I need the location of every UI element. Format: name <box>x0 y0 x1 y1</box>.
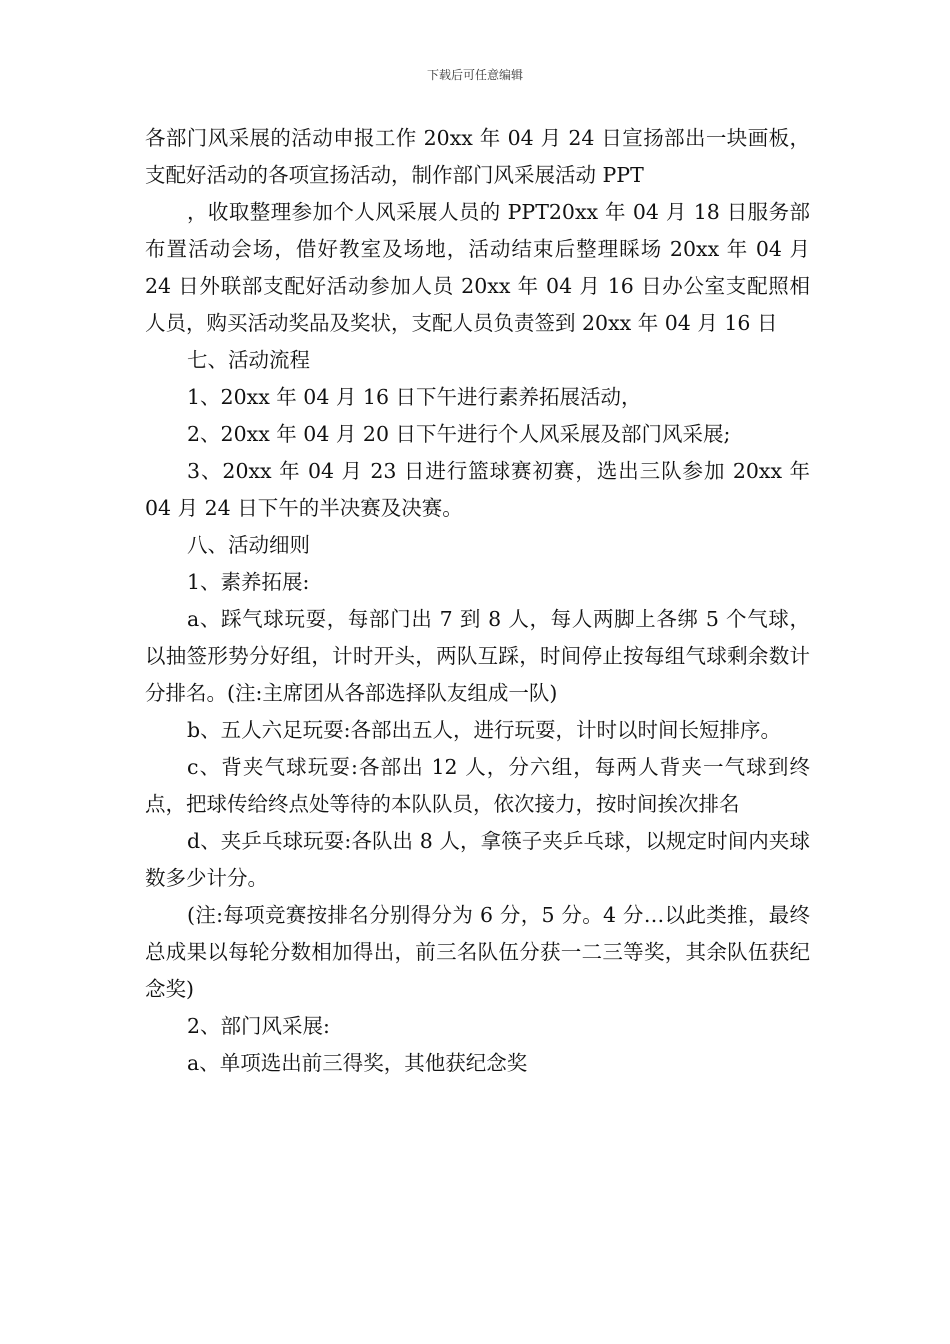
rule-item-c-back-balloon-relay: c、背夹气球玩耍:各部出 12 人，分六组，每两人背夹一气球到终点，把球传给终点处等待的本队队员，依次接力，按时间挨次排名 <box>145 755 810 816</box>
showcase-item-a: a、单项选出前三得奖，其他获纪念奖 <box>187 1051 528 1075</box>
section-heading-activity-rules: 八、活动细则 <box>187 533 310 557</box>
paragraph-event-preparation-2: ，收取整理参加个人风采展人员的 PPT20xx 年 04 月 18 日服务部布置活动会场，借好教室及场地，活动结束后整理睬场 20xx 年 04 月 24 日外联部支配好活动参加人员 20xx 年 04 月 16 日办公室支配照相人员，购买活动奖品及奖状，支配人员负责签到 20xx 年 04 月 16 日 <box>145 200 810 335</box>
process-item-3: 3、20xx 年 04 月 23 日进行篮球赛初赛，选出三队参加 20xx 年 04 月 24 日下午的半决赛及决赛。 <box>145 459 810 520</box>
rule-item-b-five-people-six-legs: b、五人六足玩耍:各部出五人，进行玩耍，计时以时间长短排序。 <box>187 718 782 742</box>
process-item-2: 2、20xx 年 04 月 20 日下午进行个人风采展及部门风采展; <box>187 422 731 446</box>
rules-subheading-department-showcase: 2、部门风采展: <box>187 1014 330 1038</box>
scoring-note: (注:每项竞赛按排名分别得分为 6 分，5 分。4 分…以此类推，最终总成果以每轮分数相加得出，前三名队伍分获一二三等奖，其余队伍获纪念奖) <box>145 903 810 1001</box>
process-item-1: 1、20xx 年 04 月 16 日下午进行素养拓展活动， <box>187 385 642 409</box>
paragraph-event-preparation-1: 各部门风采展的活动申报工作 20xx 年 04 月 24 日宣扬部出一块画板，支配好活动的各项宣扬活动，制作部门风采展活动 PPT <box>145 126 810 187</box>
rule-item-a-balloon-stomp: a、踩气球玩耍，每部门出 7 到 8 人，每人两脚上各绑 5 个气球，以抽签形势分好组，计时开头，两队互踩，时间停止按每组气球剩余数计分排名。(注:主席团从各部选择队友组成一队) <box>145 607 810 705</box>
document-body <box>145 120 810 1082</box>
rules-subheading-quality-expansion: 1、素养拓展: <box>187 570 310 594</box>
rule-item-d-ping-pong-chopsticks: d、夹乒乓球玩耍:各队出 8 人，拿筷子夹乒乓球，以规定时间内夹球数多少计分。 <box>145 829 810 890</box>
page-header: 下载后可任意编辑 <box>426 68 523 82</box>
section-heading-activity-process: 七、活动流程 <box>187 348 310 372</box>
